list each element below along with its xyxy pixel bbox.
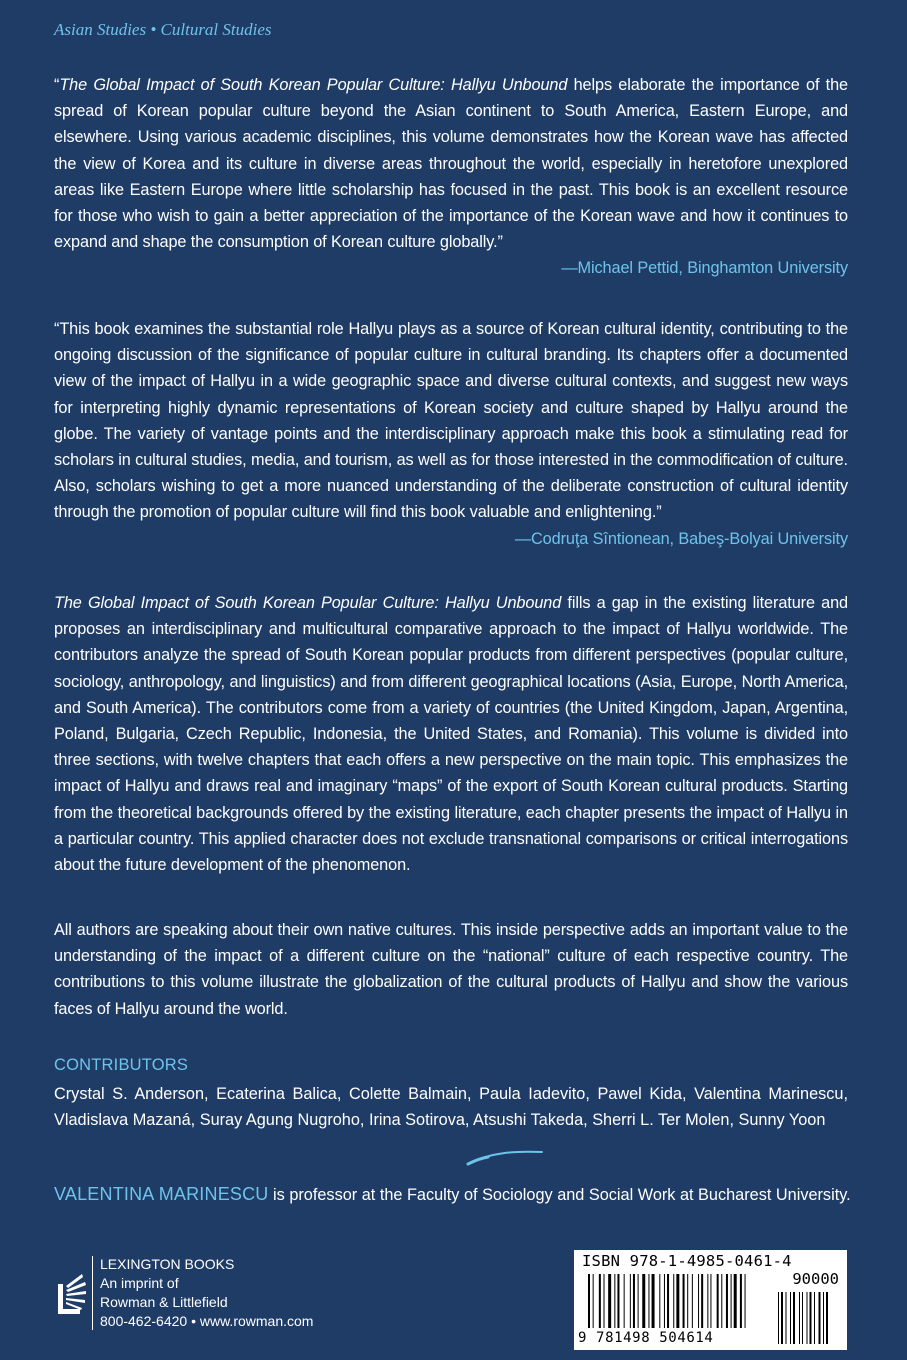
contributors-heading: CONTRIBUTORS xyxy=(54,1056,189,1074)
barcode-digits: 9 781498 504614 xyxy=(578,1330,714,1346)
quote1-body: helps elaborate the importance of the spread of Korean popular culture beyond the Asian continent to South America, Eastern Europe, and elsewhere. Using various academic disciplines, this volume demonstrates how the Korean wave has affected the view of Korea and its culture in diverse areas throughout the world, especially in heretofore unexplored areas like Eastern Europe where little scholarship has focused in the past. This book is an excellent resource for those who wish to gain a better appreciation of the importance of the Korean wave and how it continues to expand and shape the consumption of Korean culture globally.” xyxy=(54,76,848,252)
editor-name: VALENTINA MARINESCU xyxy=(54,1184,269,1204)
price-code: 90000 xyxy=(792,1270,839,1288)
quote2-body: “This book examines the substantial role Hallyu plays as a source of Korean cultural identity, contributing to the ongoing discussion of the significance of popular culture in cultural branding. Its chapters offer a documented view of the impact of Hallyu in a wide geographic space and diverse cultural contexts, and suggest new ways for interpreting highly dynamic representations of Korean society and culture shaped by Hallyu around the globe. The variety of vantage points and the interdisciplinary approach make this book a stimulating read for scholars in cultural studies, media, and tourism, as well as for those interested in the commodification of culture. Also, scholars wishing to get a more nuanced understanding of the deliberate construction of cultural identity through the promotion of popular culture will find this book valuable and enlightening.” xyxy=(54,320,848,522)
publisher-contact: 800-462-6420 • www.rowman.com xyxy=(100,1313,314,1329)
authors-paragraph: All authors are speaking about their own native cultures. This inside perspective adds an important value to the understanding of the impact of a different culture on the “national” culture of each respective country. The contributions to this volume illustrate the globalization of the cultural products of Hallyu and show the various faces of Hallyu around the world. xyxy=(54,921,848,1018)
description-book-title: The Global Impact of South Korean Popular Culture: Hallyu Unbound xyxy=(54,594,562,612)
book-description xyxy=(54,590,848,878)
review-quote-1 xyxy=(54,72,848,282)
quote-open-mark: “ xyxy=(54,76,60,94)
swoosh-divider-icon xyxy=(466,1148,546,1168)
quote1-attribution: —Michael Pettid, Binghamton University xyxy=(561,259,848,278)
publisher-divider xyxy=(92,1256,93,1330)
description-body: fills a gap in the existing literature and proposes an interdisciplinary and multicultural comparative approach to the impact of Hallyu worldwide. The contributors analyze the spread of South Korean popular products from different perspectives (popular culture, sociology, anthropology, and linguistics) and from different geographical locations (Asia, Europe, North America, and South America). The contributors come from a variety of countries (the United Kingdom, Japan, Argentina, Poland, Bulgaria, Czech Republic, Indonesia, the United States, and Romania). This volume is divided into three sections, with twelve chapters that each offers a new perspective on the main topic. This emphasizes the impact of Hallyu and draws real and imaginary “maps” of the export of South Korean cultural products. Starting from the theoretical backgrounds offered by the existing literature, each chapter presents the impact of Hallyu in a particular country. This applied character does not exclude transnational comparisons or critical interrogations about the future development of the phenomenon. xyxy=(54,594,848,875)
lexington-books-logo xyxy=(52,1272,88,1316)
category-label: Asian Studies • Cultural Studies xyxy=(54,20,272,39)
isbn-text: ISBN 978-1-4985-0461-4 xyxy=(582,1252,792,1270)
publisher-imprint: An imprint of xyxy=(100,1275,179,1291)
publisher-parent: Rowman & Littlefield xyxy=(100,1294,228,1310)
editor-bio xyxy=(54,1184,854,1205)
quote1-book-title: The Global Impact of South Korean Popular Culture: Hallyu Unbound xyxy=(59,76,568,94)
review-quote-2 xyxy=(54,316,848,552)
publisher-name: LEXINGTON BOOKS xyxy=(100,1256,235,1272)
quote2-attribution: —Codruţa Sîntionean, Babeş-Bolyai University xyxy=(514,529,848,548)
editor-bio-text: is professor at the Faculty of Sociology and Social Work at Bucharest University. xyxy=(268,1186,851,1204)
barcode-box xyxy=(574,1250,847,1350)
publisher-info xyxy=(100,1255,313,1331)
contributors-list: Crystal S. Anderson, Ecaterina Balica, Colette Balmain, Paula Iadevito, Pawel Kida, Valentina Marinescu, Vladislava Mazaná, Suray Agung Nugroho, Irina Sotirova, Atsushi Takeda, Sherri L. Ter Molen, Sunny Yoon xyxy=(54,1085,848,1130)
